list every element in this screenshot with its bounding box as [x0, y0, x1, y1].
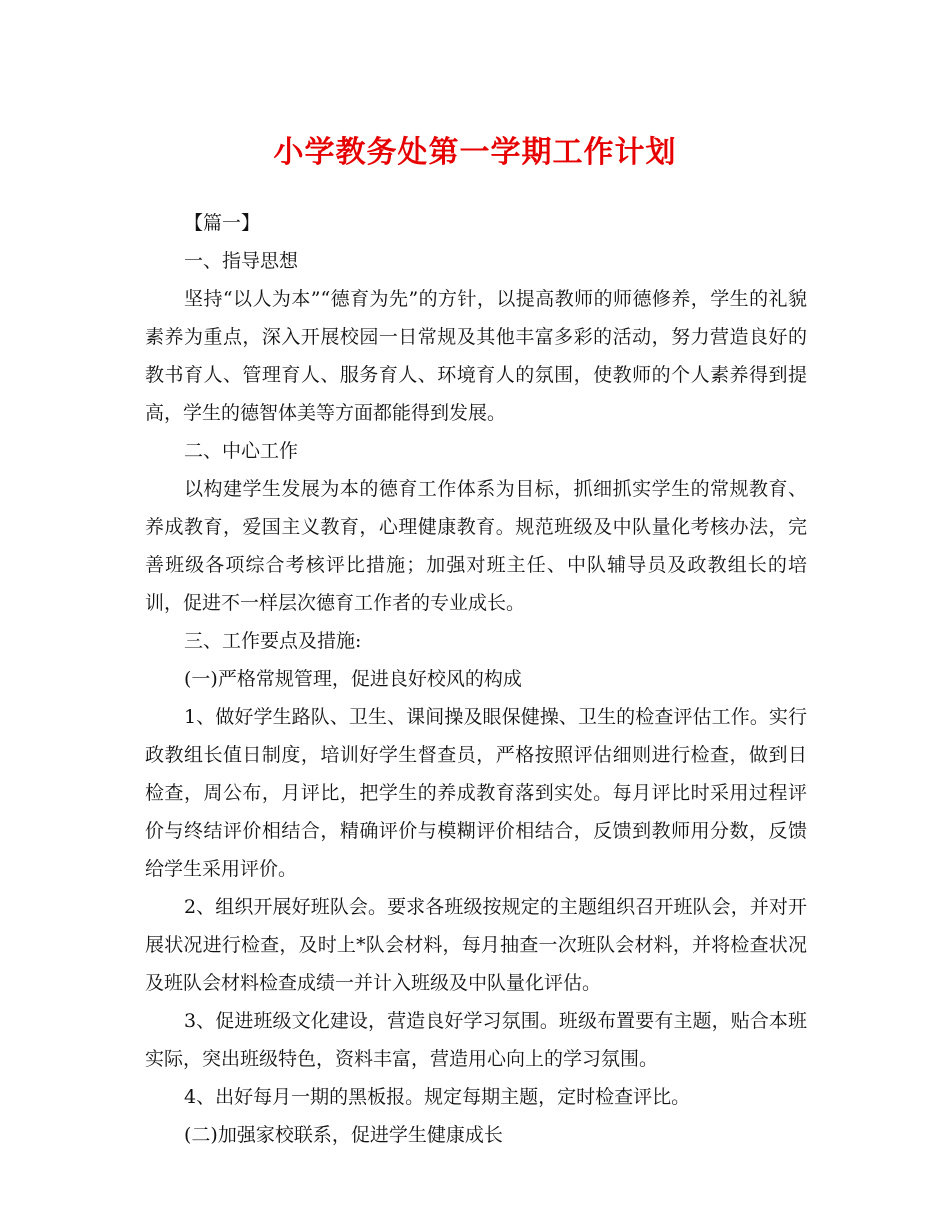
section-marker: 【篇一】 — [184, 212, 261, 234]
heading-key-points: 三、工作要点及措施: — [184, 630, 362, 652]
subheading-routine-management: (一)严格常规管理，促进良好校风的构成 — [184, 668, 522, 690]
paragraph-item-1: 1、做好学生路队、卫生、课间操及眼保健操、卫生的检查评估工作。实行政教组长值日制度，培训好学生督查员，严格按照评估细则进行检查，做到日检查，周公布，月评比，把学生的养成教育落到实处。每月评比时采用过程评价与终结评价相结合，精确评价与模糊评价相结合，反馈到教师用分数，反馈给学生采用评价。 — [145, 706, 807, 880]
paragraph-central-work: 以构建学生发展为本的德育工作体系为目标，抓细抓实学生的常规教育、养成教育，爱国主义教育，心理健康教育。规范班级及中队量化考核办法，完善班级各项综合考核评比措施；加强对班主任、中队辅导员及政教组长的培训，促进不一样层次德育工作者的专业成长。 — [145, 478, 807, 614]
heading-central-work: 二、中心工作 — [184, 440, 299, 462]
heading-guiding-ideology: 一、指导思想 — [184, 250, 299, 272]
paragraph-item-2: 2、组织开展好班队会。要求各班级按规定的主题组织召开班队会，并对开展状况进行检查，及时上*队会材料，每月抽查一次班队会材料，并将检查状况及班队会材料检查成绩一并计入班级及中队量化评估。 — [145, 896, 807, 994]
subheading-home-school: (二)加强家校联系，促进学生健康成长 — [184, 1124, 503, 1146]
paragraph-item-4: 4、出好每月一期的黑板报。规定每期主题，定时检查评比。 — [184, 1086, 691, 1108]
document-title: 小学教务处第一学期工作计划 — [273, 135, 677, 170]
paragraph-item-3: 3、促进班级文化建设，营造良好学习氛围。班级布置要有主题，贴合本班实际，突出班级特色，资料丰富，营造用心向上的学习氛围。 — [145, 1010, 807, 1070]
document-body — [145, 204, 807, 1154]
paragraph-guiding-ideology: 坚持“以人为本”“德育为先”的方针，以提高教师的师德修养，学生的礼貌素养为重点，深入开展校园一日常规及其他丰富多彩的活动，努力营造良好的教书育人、管理育人、服务育人、环境育人的氛围，使教师的个人素养得到提高，学生的德智体美等方面都能得到发展。 — [145, 288, 807, 424]
